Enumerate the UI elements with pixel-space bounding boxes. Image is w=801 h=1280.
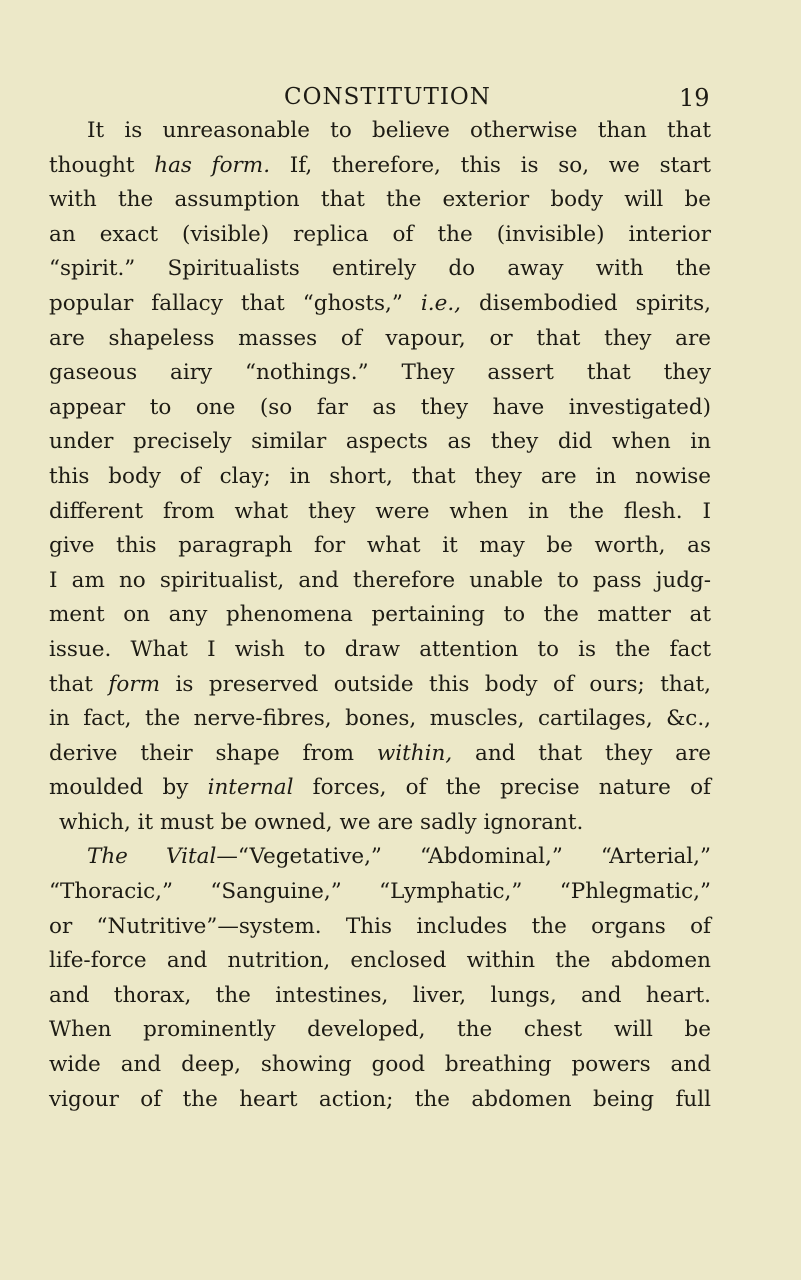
text-line: It is unreasonable to believe otherwise than that <box>87 118 711 143</box>
text-line: gaseous airy “nothings.” They assert that they <box>49 360 711 386</box>
text-line: issue. What I wish to draw attention to is the fact <box>49 636 711 662</box>
text-line: which, it must be owned, we are sadly ignorant. <box>59 809 584 835</box>
text-line: vigour of the heart action; the abdomen being full <box>49 1086 711 1112</box>
text-line: that form is preserved outside this body of ours; that, <box>49 671 711 697</box>
text-line: ment on any phenomena pertaining to the matter at <box>49 602 711 628</box>
running-header <box>0 77 801 117</box>
text-line: popular fallacy that “ghosts,” i.e., disembodied spirits, <box>49 290 711 316</box>
emphasis: within, <box>376 740 453 766</box>
text-line: this body of clay; in short, that they are in nowise <box>49 463 711 489</box>
text-line: with the assumption that the exterior body will be <box>49 187 711 213</box>
text-line: are shapeless masses of vapour, or that they are <box>49 325 711 351</box>
text-line: When prominently developed, the chest will be <box>49 1017 711 1043</box>
text-line: derive their shape from within, and that they are <box>49 740 711 766</box>
text-line: thought has form. If, therefore, this is so, we start <box>49 152 711 178</box>
emphasis: internal <box>207 775 294 801</box>
text-line: give this paragraph for what it may be worth, as <box>49 533 711 559</box>
text-line: under precisely similar aspects as they did when in <box>49 429 711 455</box>
page-number: 19 <box>679 84 710 112</box>
emphasis: i.e., <box>420 290 462 316</box>
emphasis: form <box>108 671 160 697</box>
text-line: life-force and nutrition, enclosed within the abdomen <box>49 948 711 974</box>
text-line: an exact (visible) replica of the (invisible) interior <box>49 221 711 247</box>
text-line: or “Nutritive”—system. This includes the organs of <box>49 913 711 939</box>
emphasis: The Vital <box>87 844 217 870</box>
text-line: appear to one (so far as they have investigated) <box>49 394 711 420</box>
text-line: moulded by internal forces, of the precise nature of <box>49 775 711 801</box>
text-line: wide and deep, showing good breathing powers and <box>49 1052 711 1078</box>
text-line: and thorax, the intestines, liver, lungs, and heart. <box>49 982 711 1008</box>
text-line: “Thoracic,” “Sanguine,” “Lymphatic,” “Phlegmatic,” <box>49 879 711 905</box>
text-line: “spirit.” Spiritualists entirely do away with the <box>49 256 711 282</box>
running-title: CONSTITUTION <box>284 84 491 110</box>
emphasis: has form. <box>154 152 271 178</box>
text-line: The Vital—“Vegetative,” “Abdominal,” “Arterial,” <box>87 844 711 870</box>
text-line: in fact, the nerve-fibres, bones, muscles, cartilages, &c., <box>49 706 711 732</box>
text-line: I am no spiritualist, and therefore unable to pass judg- <box>49 567 711 593</box>
body-text <box>49 114 711 1117</box>
text-line: different from what they were when in the flesh. I <box>49 498 711 524</box>
